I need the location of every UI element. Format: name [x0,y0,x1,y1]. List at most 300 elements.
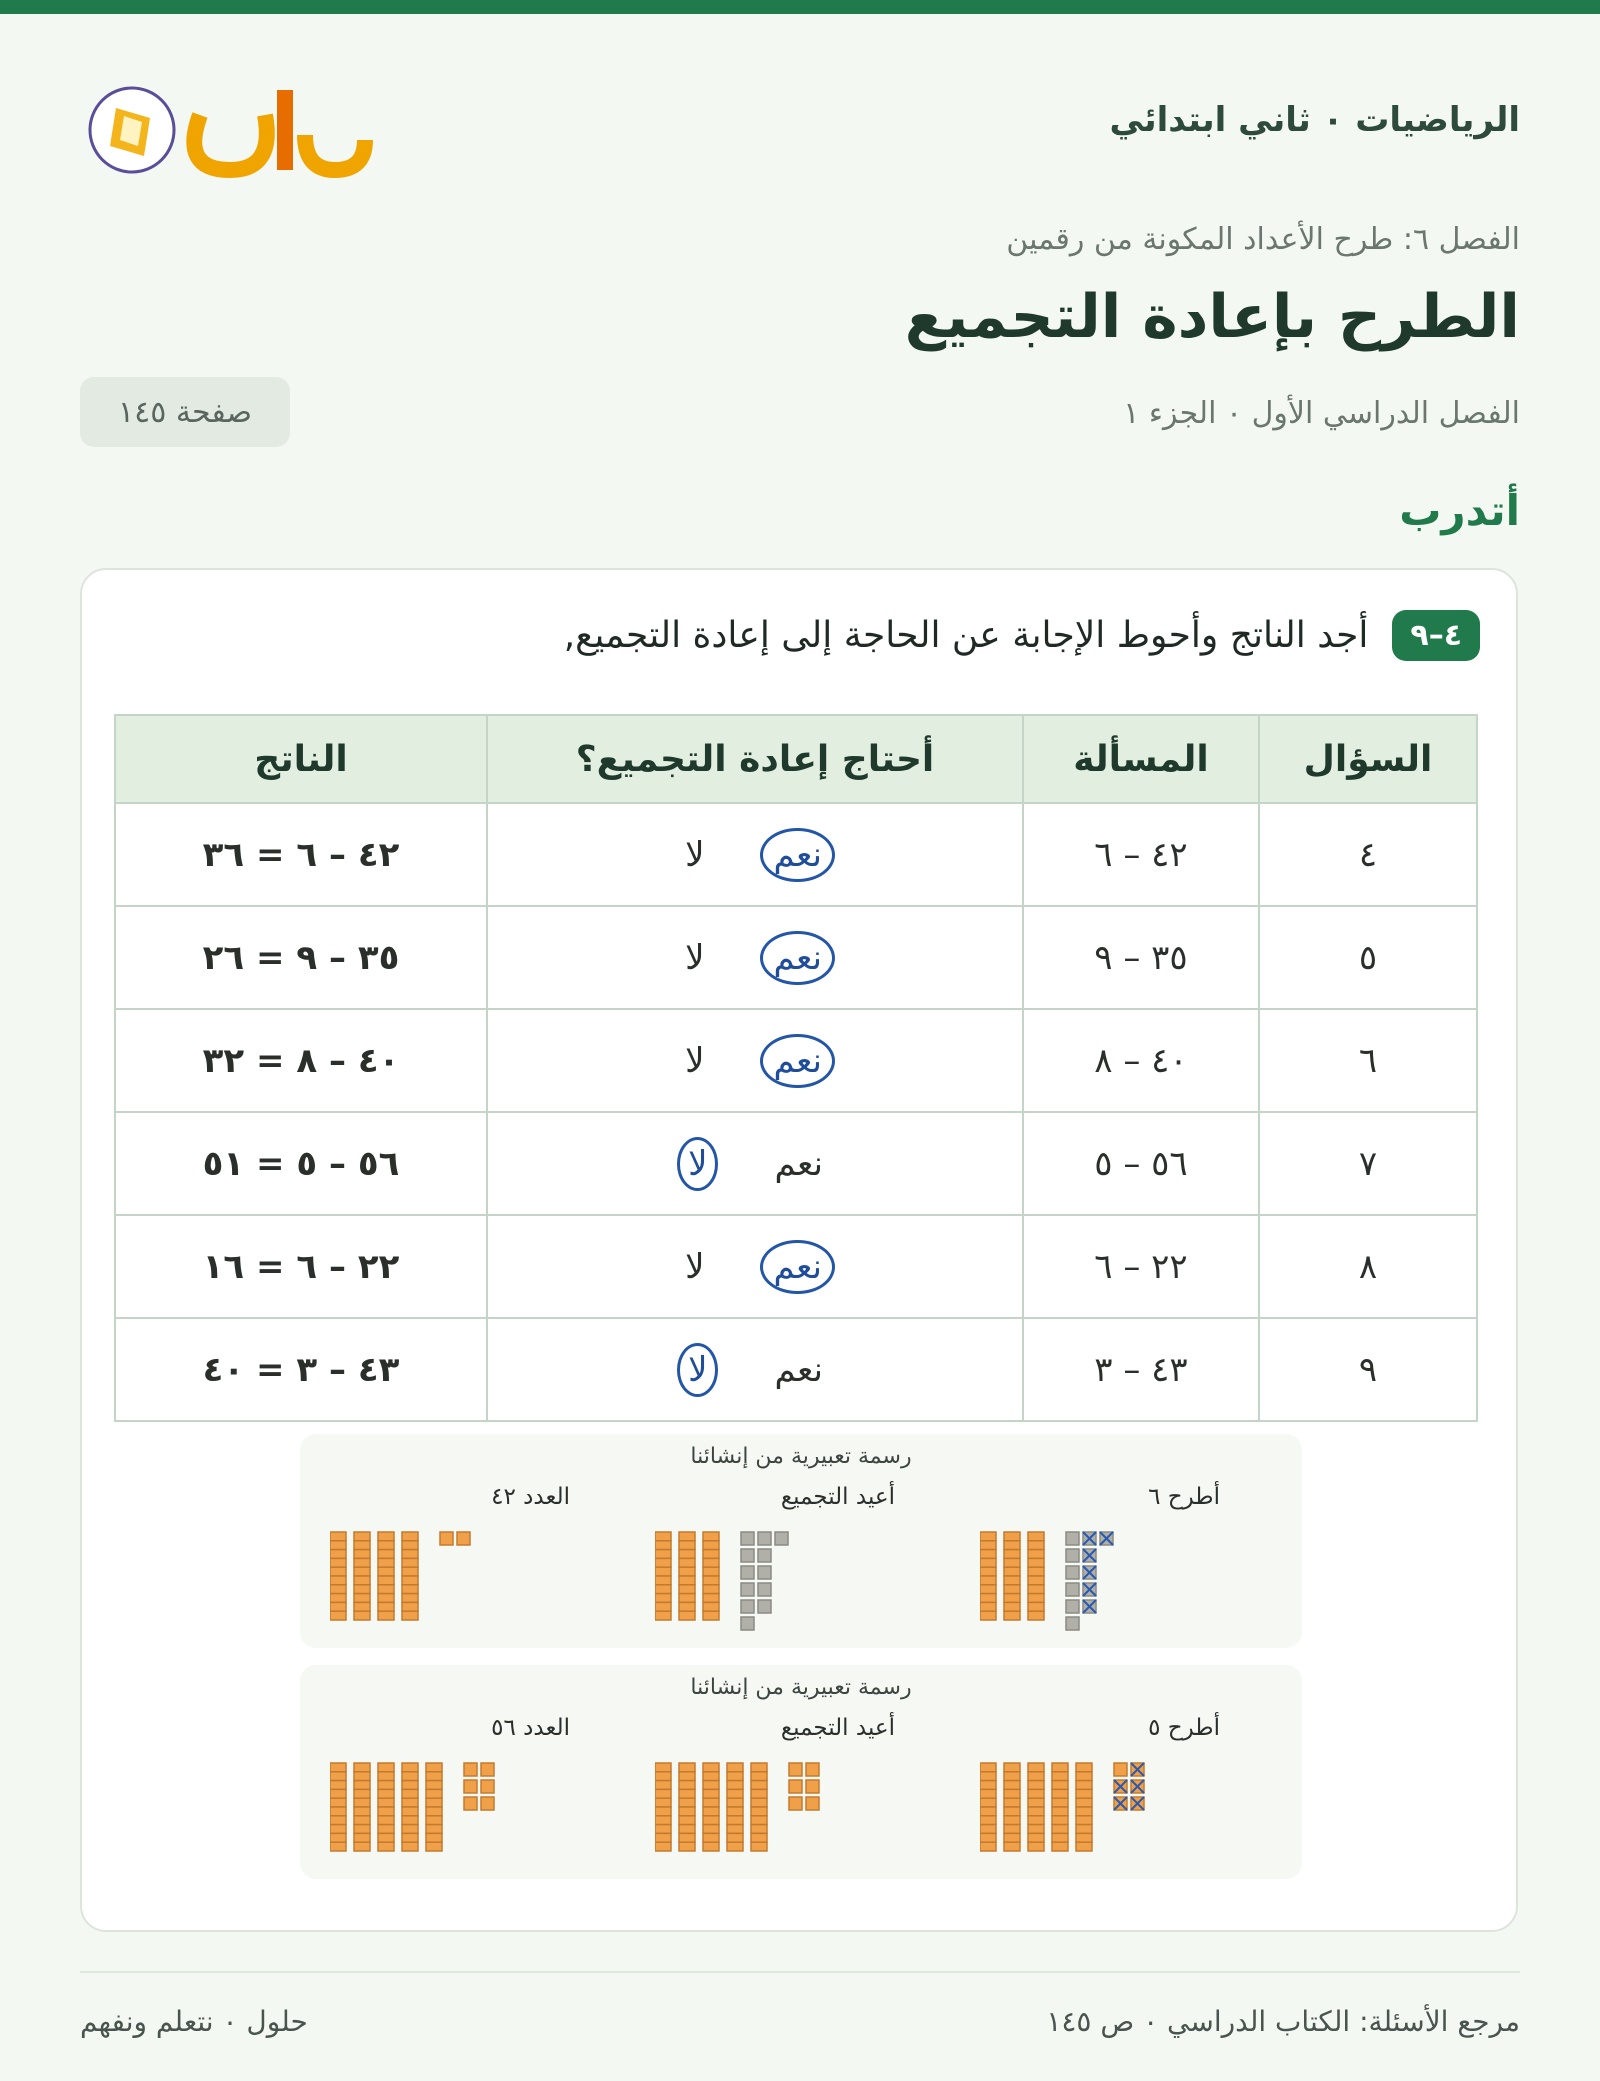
tens-rod-unit [703,1833,719,1842]
tens-rod-unit [354,1567,370,1576]
tens-rod-unit [980,1558,996,1567]
tens-rod-unit [727,1763,743,1772]
tens-rod-unit [402,1594,418,1603]
tens-rod-unit [1076,1807,1092,1816]
tens-rod-unit [1004,1576,1020,1585]
ones-cube [464,1763,477,1776]
table-row [115,1215,1477,1318]
tens-rod-unit [703,1763,719,1772]
ones-cube [741,1566,754,1579]
ones-cube [806,1780,819,1793]
tens-rod-unit [378,1798,394,1807]
tens-rod-unit [426,1781,442,1790]
tens-rod-unit [679,1781,695,1790]
result-cell: ٤٠ – ٨ = ٣٢ [115,1009,487,1112]
tens-rod-unit [980,1532,996,1541]
tens-rod-unit [679,1842,695,1851]
tens-rod-unit [727,1781,743,1790]
tens-rod-unit [1052,1825,1068,1834]
section-title: أتدرب [1399,486,1520,535]
no-option[interactable]: لا [677,1137,718,1191]
tens-rod-unit [655,1789,671,1798]
no-option[interactable]: لا [685,1246,705,1287]
tens-rod-unit [1004,1585,1020,1594]
tens-rod-unit [655,1576,671,1585]
ones-cube [758,1600,771,1613]
question-number: ٩ [1259,1318,1477,1421]
yes-option[interactable]: نعم [774,1349,823,1390]
illustration-regroup-42 [300,1434,1302,1648]
no-option[interactable]: لا [677,1343,718,1397]
tens-rod-unit [330,1585,346,1594]
tens-rod-unit [330,1833,346,1842]
table-row [115,1009,1477,1112]
problem-cell: ٢٢ – ٦ [1023,1215,1259,1318]
ones-cube [1066,1600,1079,1613]
tens-rod-unit [1028,1594,1044,1603]
tens-rod-unit [402,1541,418,1550]
ones-cube [789,1797,802,1810]
tens-rod-unit [980,1567,996,1576]
step-label: أطرح ٥ [1148,1715,1220,1741]
tens-rod-unit [330,1798,346,1807]
tens-rod-unit [727,1833,743,1842]
tens-rod-unit [703,1541,719,1550]
tens-rod-unit [354,1798,370,1807]
tens-rod-unit [655,1842,671,1851]
tens-rod-unit [1004,1772,1020,1781]
tens-rod-unit [727,1842,743,1851]
tens-rod-unit [402,1798,418,1807]
tens-rod-unit [980,1781,996,1790]
tens-rod-unit [354,1532,370,1541]
result-cell: ٣٥ – ٩ = ٢٦ [115,906,487,1009]
tens-rod-unit [402,1781,418,1790]
tens-rod-unit [1028,1585,1044,1594]
page-number-badge: صفحة ١٤٥ [80,377,290,447]
tens-rod-unit [330,1807,346,1816]
tens-rod-unit [1028,1567,1044,1576]
tens-rod-unit [1076,1781,1092,1790]
tens-rod-unit [751,1842,767,1851]
tens-rod-unit [1076,1789,1092,1798]
ones-cube [758,1566,771,1579]
tens-rod-unit [1004,1567,1020,1576]
tens-rod-unit [679,1763,695,1772]
ones-cube [758,1583,771,1596]
tens-rod-unit [703,1550,719,1559]
tens-rod-unit [679,1772,695,1781]
tens-rod-unit [330,1772,346,1781]
tens-rod-unit [378,1789,394,1798]
tens-rod-unit [1052,1842,1068,1851]
tens-rod-unit [980,1611,996,1620]
ones-cube [1066,1549,1079,1562]
ones-cube [741,1532,754,1545]
tens-rod-unit [655,1541,671,1550]
brand-header [80,60,1520,190]
tens-rod-unit [679,1825,695,1834]
tens-rod-unit [1052,1807,1068,1816]
tens-rod-unit [402,1842,418,1851]
regroup-choice-cell [487,1318,1023,1421]
tens-rod-unit [655,1567,671,1576]
tens-rod-unit [330,1532,346,1541]
tens-rod-unit [426,1772,442,1781]
tens-rod-unit [679,1807,695,1816]
tens-rod-unit [655,1585,671,1594]
footer-tagline: حلول ٠ نتعلم ونفهم [80,2005,308,2038]
tens-rod-unit [330,1541,346,1550]
tens-rod-unit [1028,1576,1044,1585]
ones-cube [1066,1532,1079,1545]
tens-rod-unit [330,1611,346,1620]
table-row [115,1112,1477,1215]
base-ten-blocks [980,1522,1220,1632]
yes-option[interactable]: نعم [760,828,835,882]
tens-rod-unit [1004,1763,1020,1772]
tens-rod-unit [402,1585,418,1594]
tens-rod-unit [703,1842,719,1851]
question-number: ٥ [1259,906,1477,1009]
tens-rod-unit [655,1550,671,1559]
tens-rod-unit [727,1807,743,1816]
problem-cell: ٤٢ – ٦ [1023,803,1259,906]
tens-rod-unit [703,1798,719,1807]
tens-rod-unit [354,1602,370,1611]
tens-rod-unit [1076,1798,1092,1807]
ones-cube [758,1532,771,1545]
tens-rod-unit [426,1798,442,1807]
ones-cube [1066,1617,1079,1630]
tens-rod-unit [378,1611,394,1620]
regroup-step [330,1715,570,1865]
illustration-regroup-56 [300,1665,1302,1879]
regroup-step [655,1715,895,1865]
header-question: السؤال [1259,715,1477,803]
tens-rod-unit [1004,1541,1020,1550]
yes-option[interactable]: نعم [774,1143,823,1184]
tens-rod-unit [655,1825,671,1834]
tens-rod-unit [378,1781,394,1790]
tens-rod-unit [1028,1833,1044,1842]
tens-rod-unit [703,1594,719,1603]
tens-rod-unit [426,1842,442,1851]
ones-cube [758,1549,771,1562]
ones-cube [1066,1583,1079,1596]
ones-cube [464,1797,477,1810]
tens-rod-unit [1076,1816,1092,1825]
tens-rod-unit [679,1594,695,1603]
tens-rod-unit [751,1798,767,1807]
tens-rod-unit [679,1532,695,1541]
no-option[interactable]: لا [685,834,705,875]
tens-rod-unit [426,1825,442,1834]
tens-rod-unit [751,1833,767,1842]
tens-rod-unit [703,1816,719,1825]
tens-rod-unit [402,1567,418,1576]
tens-rod-unit [426,1807,442,1816]
tens-rod-unit [727,1772,743,1781]
step-label: العدد ٤٢ [491,1484,570,1510]
tens-rod-unit [679,1611,695,1620]
tens-rod-unit [1028,1558,1044,1567]
tens-rod-unit [354,1833,370,1842]
tens-rod-unit [1004,1611,1020,1620]
tens-rod-unit [655,1833,671,1842]
tens-rod-unit [1052,1789,1068,1798]
regroup-choice-cell [487,803,1023,906]
tens-rod-unit [330,1550,346,1559]
step-label: العدد ٥٦ [491,1715,570,1741]
tens-rod-unit [426,1816,442,1825]
ones-cube [1066,1566,1079,1579]
tens-rod-unit [1004,1816,1020,1825]
tens-rod-unit [354,1594,370,1603]
tens-rod-unit [655,1772,671,1781]
tens-rod-unit [1028,1541,1044,1550]
tens-rod-unit [980,1576,996,1585]
tens-rod-unit [354,1842,370,1851]
tens-rod-unit [354,1789,370,1798]
tens-rod-unit [1076,1833,1092,1842]
tens-rod-unit [330,1763,346,1772]
footer-reference: مرجع الأسئلة: الكتاب الدراسي ٠ ص ١٤٥ [1046,2005,1520,2038]
tens-rod-unit [980,1763,996,1772]
problem-cell: ٥٦ – ٥ [1023,1112,1259,1215]
ones-cube [741,1583,754,1596]
illustration-caption: رسمة تعبيرية من إنشائنا [690,1444,912,1469]
tens-rod-unit [402,1576,418,1585]
tens-rod-unit [703,1807,719,1816]
yes-option[interactable]: نعم [760,1034,835,1088]
tens-rod-unit [378,1594,394,1603]
tens-rod-unit [354,1763,370,1772]
tens-rod-unit [354,1807,370,1816]
tens-rod-unit [426,1833,442,1842]
tens-rod-unit [402,1833,418,1842]
tens-rod-unit [330,1567,346,1576]
tens-rod-unit [1052,1833,1068,1842]
tens-rod-unit [402,1550,418,1559]
tens-rod-unit [1004,1842,1020,1851]
regroup-choice-cell [487,906,1023,1009]
hulul-logo[interactable] [80,60,380,190]
base-ten-blocks [330,1753,570,1863]
tens-rod-unit [426,1789,442,1798]
exercise-card [80,568,1518,1932]
tens-rod-unit [1052,1816,1068,1825]
tens-rod-unit [330,1816,346,1825]
ones-cube [775,1532,788,1545]
result-cell: ٤٣ – ٣ = ٤٠ [115,1318,487,1421]
table-row [115,803,1477,906]
tens-rod-unit [655,1807,671,1816]
tens-rod-unit [354,1825,370,1834]
tens-rod-unit [402,1763,418,1772]
tens-rod-unit [330,1594,346,1603]
tens-rod-unit [980,1550,996,1559]
no-option[interactable]: لا [685,1040,705,1081]
yes-option[interactable]: نعم [760,931,835,985]
tens-rod-unit [378,1602,394,1611]
tens-rod-unit [679,1567,695,1576]
tens-rod-unit [727,1816,743,1825]
tens-rod-unit [1028,1789,1044,1798]
tens-rod-unit [1004,1825,1020,1834]
no-option[interactable]: لا [685,937,705,978]
question-number: ٧ [1259,1112,1477,1215]
header-regroup: أحتاج إعادة التجميع؟ [487,715,1023,803]
tens-rod-unit [703,1576,719,1585]
tens-rod-unit [402,1825,418,1834]
yes-option[interactable]: نعم [760,1240,835,1294]
tens-rod-unit [980,1594,996,1603]
answers-table [114,714,1478,1422]
ones-cube [457,1532,470,1545]
tens-rod-unit [330,1825,346,1834]
step-label: أعيد التجميع [780,1484,895,1510]
question-prompt: أجد الناتج وأحوط الإجابة عن الحاجة إلى إعادة التجميع, [563,615,1369,656]
tens-rod-unit [980,1585,996,1594]
tens-rod-unit [1076,1825,1092,1834]
problem-cell: ٤٣ – ٣ [1023,1318,1259,1421]
tens-rod-unit [655,1594,671,1603]
tens-rod-unit [1052,1772,1068,1781]
tens-rod-unit [703,1532,719,1541]
tens-rod-unit [402,1532,418,1541]
regroup-step [655,1484,895,1634]
ones-cube [789,1780,802,1793]
tens-rod-unit [1052,1781,1068,1790]
tens-rod-unit [679,1585,695,1594]
tens-rod-unit [330,1576,346,1585]
table-header-row [115,715,1477,803]
tens-rod-unit [378,1541,394,1550]
tens-rod-unit [679,1550,695,1559]
question-number: ٤ [1259,803,1477,906]
tens-rod-unit [354,1611,370,1620]
tens-rod-unit [1004,1594,1020,1603]
tens-rod-unit [703,1772,719,1781]
tens-rod-unit [980,1772,996,1781]
result-cell: ٥٦ – ٥ = ٥١ [115,1112,487,1215]
regroup-step [980,1715,1220,1865]
footer-divider [80,1971,1520,1973]
tens-rod-unit [402,1602,418,1611]
tens-rod-unit [378,1585,394,1594]
tens-rod-unit [1076,1842,1092,1851]
tens-rod-unit [354,1585,370,1594]
base-ten-blocks [980,1753,1220,1863]
chapter-subtitle: الفصل ٦: طرح الأعداد المكونة من رقمين [1006,222,1520,257]
tens-rod-unit [402,1772,418,1781]
tens-rod-unit [751,1772,767,1781]
tens-rod-unit [703,1781,719,1790]
tens-rod-unit [378,1807,394,1816]
tens-rod-unit [402,1558,418,1567]
tens-rod-unit [703,1825,719,1834]
question-number: ٦ [1259,1009,1477,1112]
tens-rod-unit [751,1763,767,1772]
tens-rod-unit [1004,1833,1020,1842]
tens-rod-unit [980,1842,996,1851]
term-info: الفصل الدراسي الأول ٠ الجزء ١ [1123,396,1520,431]
tens-rod-unit [980,1833,996,1842]
tens-rod-unit [655,1781,671,1790]
tens-rod-unit [1028,1532,1044,1541]
tens-rod-unit [655,1602,671,1611]
tens-rod-unit [1004,1558,1020,1567]
tens-rod-unit [1028,1763,1044,1772]
lesson-title: الطرح بإعادة التجميع [904,282,1520,352]
tens-rod-unit [703,1585,719,1594]
tens-rod-unit [727,1798,743,1807]
tens-rod-unit [980,1789,996,1798]
tens-rod-unit [703,1611,719,1620]
tens-rod-unit [655,1816,671,1825]
tens-rod-unit [703,1567,719,1576]
tens-rod-unit [378,1567,394,1576]
header-result: الناتج [115,715,487,803]
tens-rod-unit [980,1798,996,1807]
tens-rod-unit [679,1789,695,1798]
tens-rod-unit [679,1541,695,1550]
tens-rod-unit [378,1833,394,1842]
tens-rod-unit [426,1763,442,1772]
tens-rod-unit [354,1550,370,1559]
tens-rod-unit [1028,1825,1044,1834]
tens-rod-unit [1004,1798,1020,1807]
tens-rod-unit [655,1798,671,1807]
tens-rod-unit [1028,1550,1044,1559]
base-ten-blocks [655,1753,895,1863]
tens-rod-unit [703,1602,719,1611]
tens-rod-unit [1004,1789,1020,1798]
tens-rod-unit [980,1807,996,1816]
ones-cube [741,1600,754,1613]
step-label: أطرح ٦ [1148,1484,1220,1510]
tens-rod-unit [703,1789,719,1798]
tens-rod-unit [330,1842,346,1851]
ones-cube [481,1780,494,1793]
illustration-caption: رسمة تعبيرية من إنشائنا [690,1675,912,1700]
table-row [115,1318,1477,1421]
tens-rod-unit [402,1816,418,1825]
tens-rod-unit [751,1781,767,1790]
tens-rod-unit [378,1816,394,1825]
regroup-choice-cell [487,1215,1023,1318]
tens-rod-unit [1028,1772,1044,1781]
tens-rod-unit [655,1532,671,1541]
tens-rod-unit [330,1602,346,1611]
ones-cube [481,1763,494,1776]
tens-rod-unit [1076,1772,1092,1781]
tens-rod-unit [402,1611,418,1620]
tens-rod-unit [354,1772,370,1781]
tens-rod-unit [727,1789,743,1798]
tens-rod-unit [1028,1816,1044,1825]
tens-rod-unit [703,1558,719,1567]
tens-rod-unit [1004,1602,1020,1611]
tens-rod-unit [354,1558,370,1567]
tens-rod-unit [751,1807,767,1816]
tens-rod-unit [679,1816,695,1825]
regroup-choice-cell [487,1112,1023,1215]
regroup-choice-cell [487,1009,1023,1112]
tens-rod-unit [980,1602,996,1611]
tens-rod-unit [402,1807,418,1816]
